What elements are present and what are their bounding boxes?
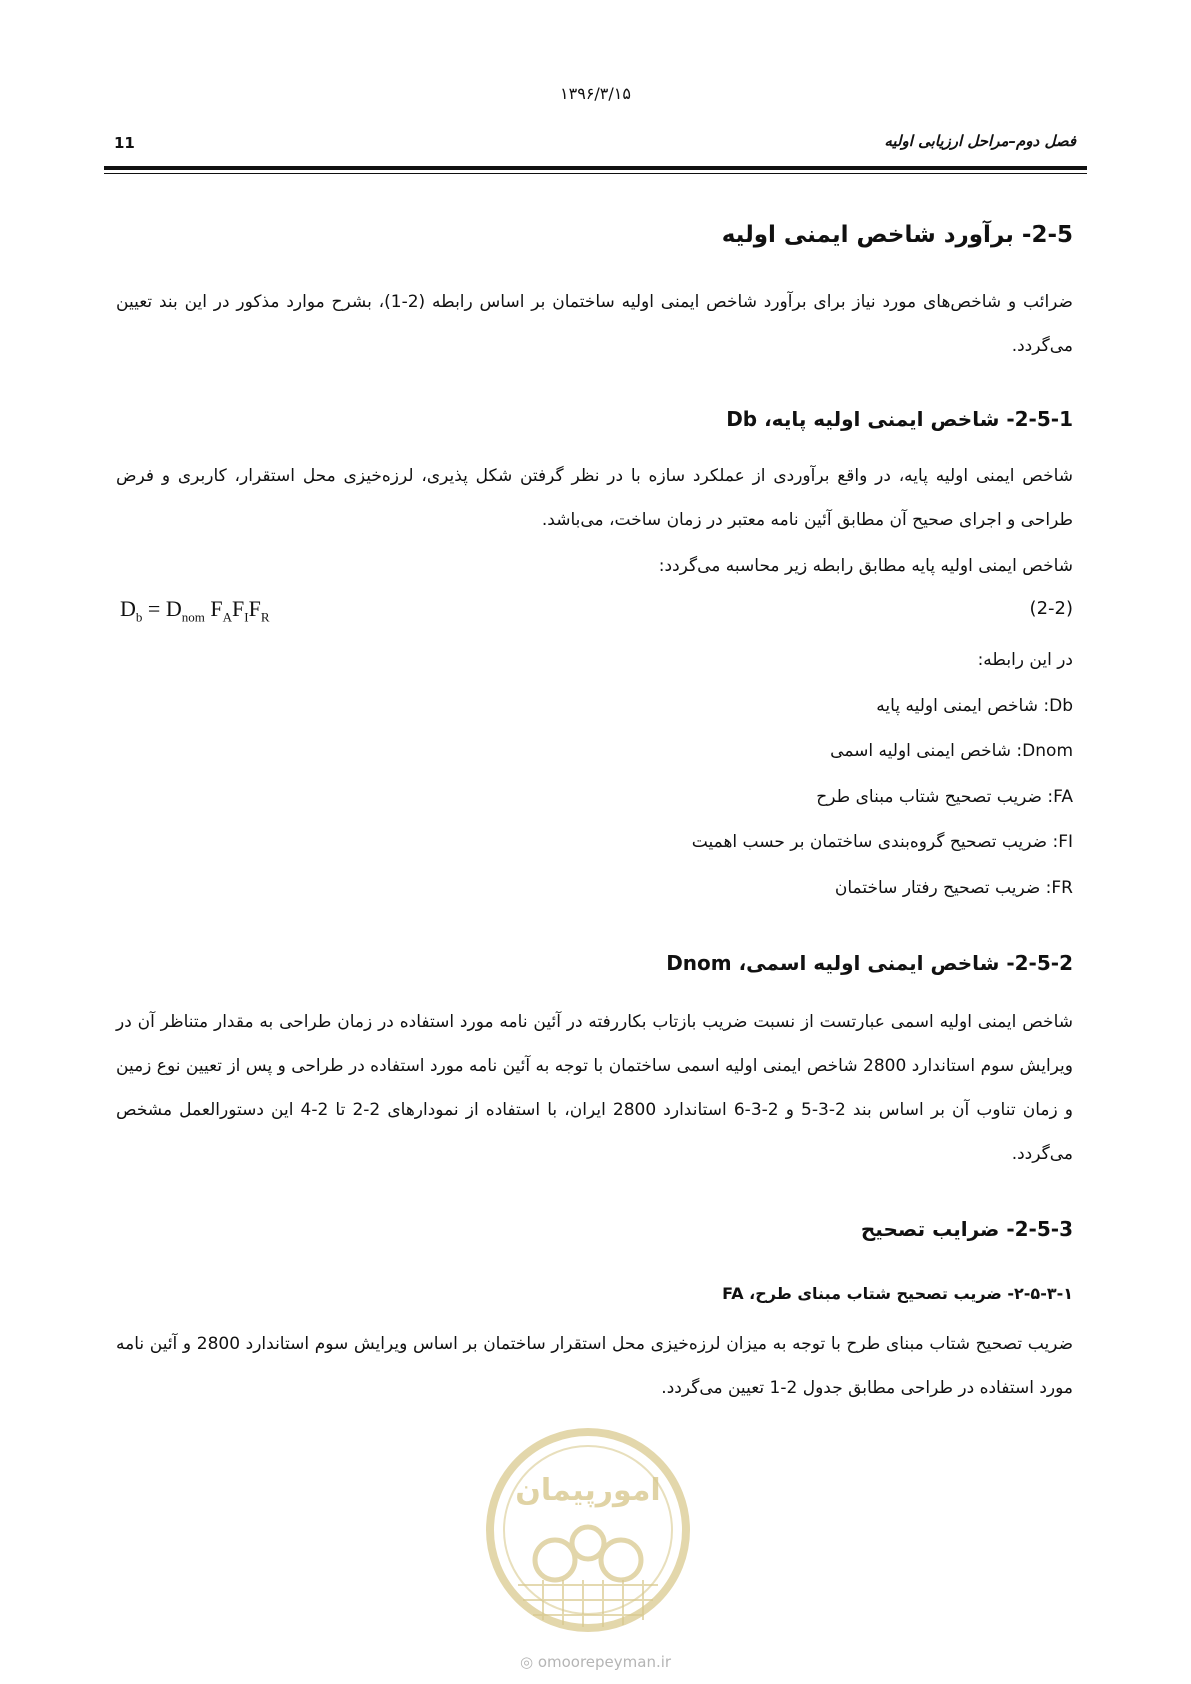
sub1-paragraph: شاخص ایمنی اولیه پایه، در واقع برآوردی از عملکرد سازه با در نظر گرفتن شکل پذیری، لرزه‌خیزی محل استقرار، کاربری و فرض طراحی و اجرای صحیح آن مطابق آئین نامه معتبر در زمان ساخت، می‌باشد. xyxy=(116,466,1073,530)
definition-symbol: FA xyxy=(1053,786,1073,807)
section-intro: ضرائب و شاخص‌های مورد نیاز برای برآورد شاخص ایمنی اولیه ساختمان بر اساس رابطه (2-1)، بشرح موارد مذکور در این بند تعیین می‌گردد. xyxy=(116,292,1073,356)
sub2-heading: 2-5-2- شاخص ایمنی اولیه اسمی، Dnom xyxy=(666,951,1073,975)
page-number: 11 xyxy=(114,134,135,152)
definitions-intro: در این رابطه: xyxy=(977,650,1073,670)
definitions-list xyxy=(692,650,1073,923)
section-heading: 2-5- برآورد شاخص ایمنی اولیه xyxy=(721,222,1073,248)
equation-number: (2-2) xyxy=(1029,598,1073,619)
sub3-heading: 2-5-3- ضرایب تصحیح xyxy=(860,1217,1073,1241)
formula-d-sub: nom xyxy=(181,609,205,625)
definition-symbol: Dnom xyxy=(1022,741,1073,761)
definition-text: : شاخص ایمنی اولیه اسمی xyxy=(830,741,1023,761)
stamp-text: امورپیمان xyxy=(515,1473,661,1508)
definition-item xyxy=(692,696,1073,742)
definition-symbol: FI xyxy=(1058,832,1073,852)
formula-lhs-sub: b xyxy=(135,609,143,625)
definition-text: : ضریب تصحیح رفتار ساختمان xyxy=(834,877,1052,898)
sub3-subheading: ۲-۵-۳-۱- ضریب تصحیح شتاب مبنای طرح، FA xyxy=(722,1284,1073,1303)
formula-fa-sub: A xyxy=(222,609,232,625)
company-stamp-logo xyxy=(483,1425,693,1650)
sub3-paragraph: ضریب تصحیح شتاب مبنای طرح با توجه به میزان لرزه‌خیزی محل استقرار ساختمان بر اساس ویرایش سوم استاندارد 2800 و آئین نامه مورد استفاده در طراحی مطابق جدول 2-1 تعیین می‌گردد. xyxy=(116,1334,1073,1398)
formula-d: D xyxy=(165,596,182,621)
formula-fr-sub: R xyxy=(260,609,270,625)
watermark-text: omoorepeyman.ir xyxy=(537,1653,672,1671)
definition-item xyxy=(692,878,1073,924)
formula-equals: = xyxy=(147,596,161,621)
definition-symbol: Db xyxy=(1049,695,1073,716)
header-date: ۱۳۹۶/۳/۱۵ xyxy=(560,84,631,103)
sub2-paragraph: شاخص ایمنی اولیه اسمی عبارتست از نسبت ضریب بازتاب بکاررفته در آئین نامه مورد استفاده در زمان طراحی به مقدار متناظر آن در ویرایش سوم استاندارد 2800 شاخص ایمنی اولیه اسمی ساختمان با توجه به آئین نامه مورد استفاده در طراحی و پس از تعیین نوع زمین و زمان تناوب آن بر اساس بند 2-3-5 و 2-3-6 استاندارد 2800 ایران، با استفاده از نمودارهای 2-2 تا 2-4 این دستورالعمل مشخص می‌گردد. xyxy=(116,1012,1074,1164)
definition-item xyxy=(692,741,1073,787)
definition-text: : ضریب تصحیح شتاب مبنای طرح xyxy=(816,786,1054,807)
header-rule-thin xyxy=(104,173,1087,174)
chapter-title: فصل دوم–مراحل ارزیابی اولیه xyxy=(884,132,1076,150)
definition-item xyxy=(692,832,1073,878)
formula-db xyxy=(120,596,269,625)
watermark-icon: ◎ xyxy=(519,1653,534,1671)
formula-fa: F xyxy=(210,596,223,621)
formula-fi: F xyxy=(231,596,245,621)
sub1-heading: 2-5-1- شاخص ایمنی اولیه پایه، Db xyxy=(726,407,1073,431)
formula-fr: F xyxy=(248,596,261,621)
sub1-formula-intro: شاخص ایمنی اولیه پایه مطابق رابطه زیر محاسبه می‌گردد: xyxy=(658,556,1073,576)
definition-text: : ضریب تصحیح گروه‌بندی ساختمان بر حسب اهمیت xyxy=(691,832,1059,852)
header-rule-thick xyxy=(104,166,1087,170)
formula-lhs: D xyxy=(120,596,136,621)
definition-symbol: FR xyxy=(1051,877,1073,898)
definition-text: : شاخص ایمنی اولیه پایه xyxy=(876,695,1050,716)
formula-fi-sub: I xyxy=(244,609,249,625)
website-watermark xyxy=(0,1653,1191,1671)
definition-item xyxy=(692,787,1073,833)
